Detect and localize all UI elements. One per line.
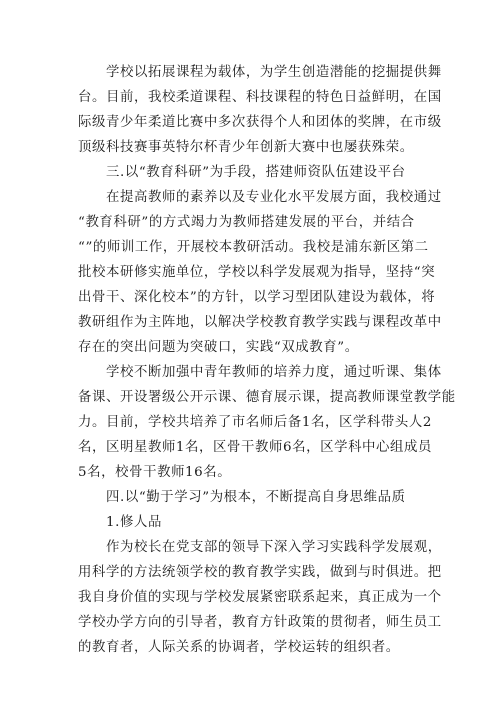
text-line: 批校本研修实施单位，学校以科学发展观为指导，坚持“突 [78,265,436,280]
text-line: “”的师训工作，开展校本教研活动。我校是浦东新区第二 [78,240,429,255]
paragraph-courses [78,60,442,160]
text-line: 备课、开设署级公开示课、德育展示课，提高教师课堂教学能 [78,390,456,405]
paragraph-character [78,535,442,660]
text-line: 5名，校骨干教师16名。 [78,465,232,480]
text-line: 在提高教师的素养以及专业化水平发展方面，我校通过 [106,190,442,205]
text-line: “教育科研”的方式竭力为教师搭建发展的平台，并结合 [78,215,415,230]
text-line: 存在的突出问题为突破口，实践“双成教育”。 [78,340,359,355]
text-line: 际级青少年柔道比赛中多次获得个人和团体的奖牌，在市级 [78,115,442,130]
text-line: 用科学的方法统领学校的教育教学实践，做到与时俱进。把 [78,565,442,580]
text-line: 力。目前，学校共培养了市名师后备1名，区学科带头人2 [78,415,433,430]
text-line: 台。目前，我校柔道课程、科技课程的特色日益鲜明，在国 [78,90,442,105]
text-line: 的教育者，人际关系的协调者，学校运转的组织者。 [78,640,400,655]
text-line: 学校不断加强中青年教师的培养力度，通过听课、集体 [106,365,442,380]
text-line: 教研组作为主阵地，以解决学校教育教学实践与课程改革中 [78,315,442,330]
paragraph-teacher-training [78,360,456,485]
text-line: 出骨干、深化校本”的方针，以学习型团队建设为载体，将 [78,290,436,305]
text-line: 顶级科技赛事英特尔杯青少年创新大赛中也屡获殊荣。 [78,140,414,155]
text-line: 我自身价值的实现与学校发展紧密联系起来，真正成为一个 [78,590,442,605]
text-line: 学校办学方向的引导者，教育方针政策的贯彻者，师生员工 [78,615,442,630]
subsection-heading-1: 1.修人品 [106,515,162,530]
text-line: 作为校长在党支部的领导下深入学习实践科学发展观， [106,540,442,555]
section-heading-3: 三.以“教育科研”为手段，搭建师资队伍建设平台 [106,165,406,180]
paragraph-research [78,185,442,360]
text-line: 学校以拓展课程为载体，为学生创造潜能的挖掘提供舞 [106,65,442,80]
section-heading-4: 四.以“勤于学习”为根本，不断提高自身思维品质 [106,490,406,505]
text-line: 名，区明星教师1名，区骨干教师6名，区学科中心组成员 [78,440,433,455]
